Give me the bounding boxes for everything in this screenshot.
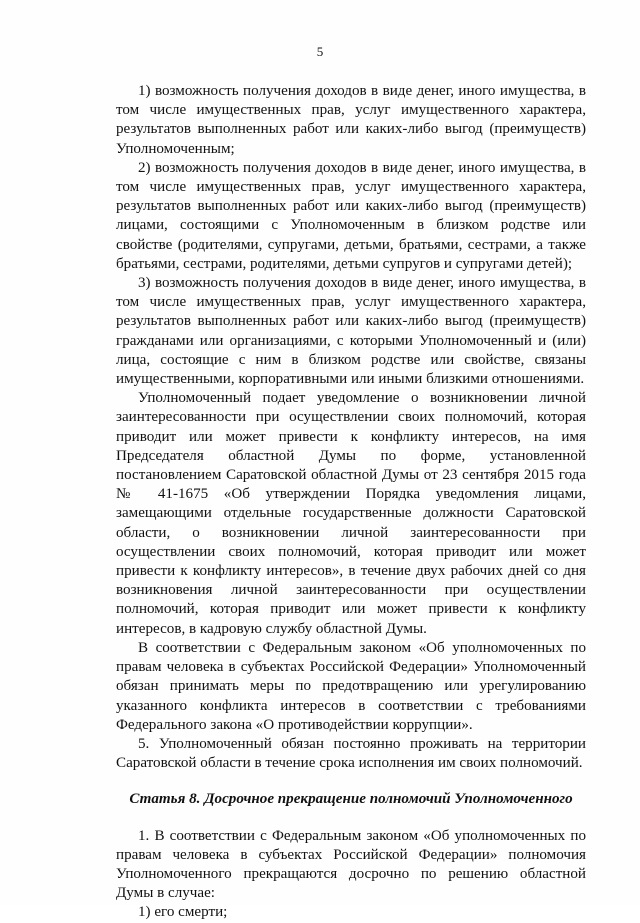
paragraph-article-8-item-1-1: 1) его смерти; [138, 904, 228, 921]
paragraph-notice: Уполномоченный подает уведомление о возникновении личной заинтересованности при осуществлении своих полномочий, которая приводит или может привести к конфликту интересов, на имя Председателя областной Думы по форме, установленной постановлением Саратовской областной Думы от 23 сентября 2015 года № 41-1675 «Об утверждении Порядка уведомления лицами, замещающими отдельные государственные должности Саратовской области, о возникновении личной заинтересованности при осуществлении своих полномочий, которая приводит или может привести к конфликту интересов», в течение двух рабочих дней со дня возникновения личной заинтересованности при осуществлении полномочий, которая приводит или может привести к конфликту интересов, в кадровую службу областной Думы. [116, 390, 586, 637]
list-item-income-self: 1) возможность получения доходов в виде денег, иного имущества, в том числе имущественных прав, услуг имущественного характера, результатов выполненных работ или каких-либо выгод (преимуществ) Уполномоченным; [116, 83, 586, 157]
page-number: 5 [316, 44, 324, 59]
list-item-income-relatives: 2) возможность получения доходов в виде денег, иного имущества, в том числе имущественных прав, услуг имущественного характера, результатов выполненных работ или каких-либо выгод (преимуществ) лицами, состоящими с Уполномоченным в близком родстве или свойстве (родителями, супругами, детьми, братьями, сестрами, а также братьями, сестрами, родителями, детьми супругов и супругами детей); [116, 159, 586, 272]
paragraph-article-8-item-1: 1. В соответствии с Федеральным законом «Об уполномоченных по правам человека в субъектах Российской Федерации» полномочия Уполномоченного прекращаются досрочно по решению областной Думы в случае: [116, 827, 586, 902]
paragraph-measures: В соответствии с Федеральным законом «Об уполномоченных по правам человека в субъектах Российской Федерации» Уполномоченный обязан принимать меры по предотвращению или урегулированию указанного конфликта интересов в соответствии с требованиями Федерального закона «О противодействии коррупции». [116, 639, 586, 733]
document-body [116, 82, 586, 923]
list-item-income-organizations: 3) возможность получения доходов в виде денег, иного имущества, в том числе имущественных прав, услуг имущественного характера, результатов выполненных работ или каких-либо выгод (преимуществ) гражданами или организациями, с которыми Уполномоченный и (или) лица, состоящие с ним в близком родстве или свойстве, связаны имущественными, корпоративными или иными близкими отношениями. [116, 275, 586, 388]
article-8-heading: Статья 8. Досрочное прекращение полномочий Уполномоченного [129, 791, 573, 808]
paragraph-residence: 5. Уполномоченный обязан постоянно проживать на территории Саратовской области в течение срока исполнения им своих полномочий. [116, 735, 586, 772]
